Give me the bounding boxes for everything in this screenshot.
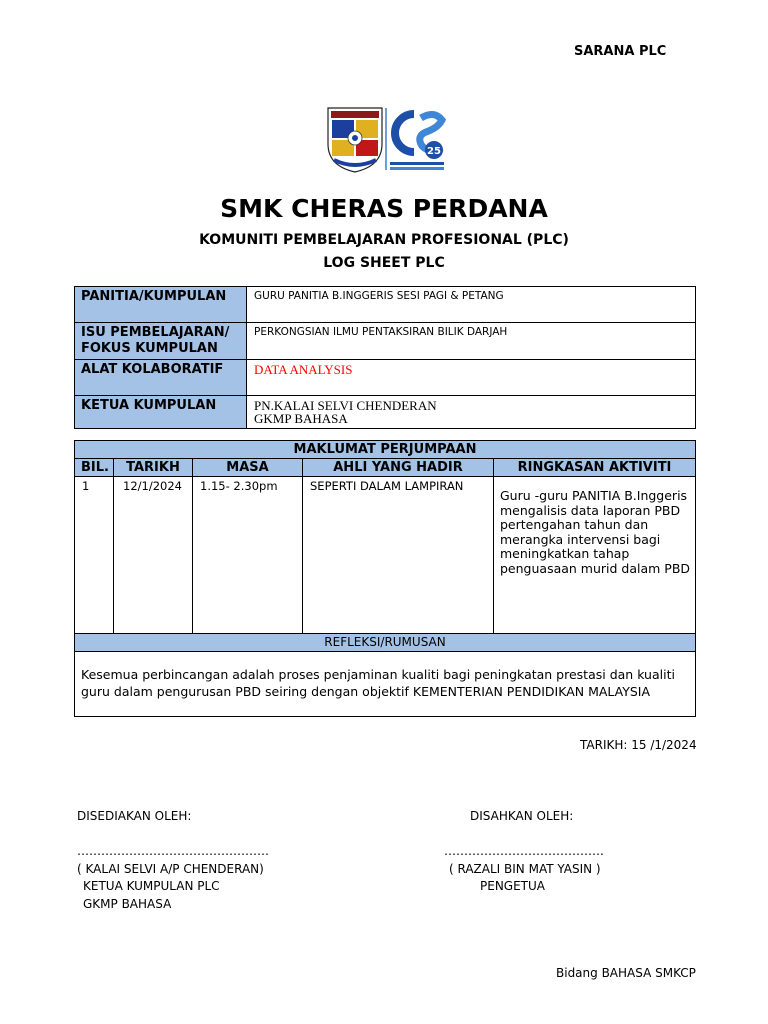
refleksi-text: Kesemua perbincangan adalah proses penjaminan kualiti bagi peningkatan prestasi dan kualiti guru dalam pengurusan PBD seiring dengan objektif KEMENTERIAN PENDIDIKAN MALAYSIA bbox=[75, 652, 696, 717]
col-tarikh-header: TARIKH bbox=[114, 459, 193, 477]
info-row-panitia bbox=[75, 287, 696, 323]
row-masa: 1.15- 2.30pm bbox=[193, 477, 303, 634]
row-ringkasan: Guru -guru PANITIA B.Inggeris mengalisis data laporan PBD pertengahan tahun dan merangka intervensi bagi meningkatkan tahap penguasaan murid dalam PBD bbox=[494, 477, 696, 634]
col-masa-header: MASA bbox=[193, 459, 303, 477]
approved-name: ( RAZALI BIN MAT YASIN ) bbox=[449, 862, 601, 876]
info-row-alat bbox=[75, 360, 696, 396]
document-subtitle: KOMUNITI PEMBELAJARAN PROFESIONAL (PLC) bbox=[199, 232, 569, 248]
col-bil-header: BIL. bbox=[75, 459, 114, 477]
prepared-by-label: DISEDIAKAN OLEH: bbox=[77, 809, 192, 823]
isu-label-line2: FOKUS KUMPULAN bbox=[81, 341, 218, 356]
meeting-header-row bbox=[75, 459, 696, 477]
approved-role: PENGETUA bbox=[480, 879, 545, 893]
info-table bbox=[74, 286, 696, 429]
row-ahli: SEPERTI DALAM LAMPIRAN bbox=[303, 477, 494, 634]
document-tag: SARANA PLC bbox=[574, 44, 667, 59]
row-bil: 1 bbox=[75, 477, 114, 634]
refleksi-title: REFLEKSI/RUMUSAN bbox=[75, 634, 696, 652]
ketua-name: PN.KALAI SELVI CHENDERAN bbox=[254, 398, 437, 413]
report-date: TARIKH: 15 /1/2024 bbox=[580, 738, 697, 752]
document-title: LOG SHEET PLC bbox=[323, 255, 445, 271]
col-ahli-header: AHLI YANG HADIR bbox=[303, 459, 494, 477]
prepared-name: ( KALAI SELVI A/P CHENDERAN) bbox=[77, 862, 264, 876]
school-name: SMK CHERAS PERDANA bbox=[220, 194, 548, 223]
alat-value: DATA ANALYSIS bbox=[247, 360, 696, 396]
isu-label-line1: ISU PEMBELAJARAN/ bbox=[81, 325, 230, 340]
panitia-label: PANITIA/KUMPULAN bbox=[75, 287, 247, 323]
prepared-role-1: KETUA KUMPULAN PLC bbox=[83, 879, 220, 893]
meeting-row bbox=[75, 477, 696, 634]
isu-value: PERKONGSIAN ILMU PENTAKSIRAN BILIK DARJAH bbox=[247, 323, 696, 360]
ketua-value bbox=[247, 396, 696, 429]
anniversary-badge: 25 bbox=[427, 146, 441, 157]
ketua-label: KETUA KUMPULAN bbox=[75, 396, 247, 429]
isu-label bbox=[75, 323, 247, 360]
col-ringkasan-header: RINGKASAN AKTIVITI bbox=[494, 459, 696, 477]
alat-label: ALAT KOLABORATIF bbox=[75, 360, 247, 396]
panitia-value: GURU PANITIA B.INGGERIS SESI PAGI & PETANG bbox=[247, 287, 696, 323]
row-tarikh: 12/1/2024 bbox=[114, 477, 193, 634]
prepared-signature-line: ………………………………………… bbox=[77, 844, 269, 858]
meeting-table bbox=[74, 440, 696, 717]
approved-signature-line: …………………………………. bbox=[444, 844, 604, 858]
school-logos bbox=[326, 104, 448, 174]
prepared-role-2: GKMP BAHASA bbox=[83, 897, 172, 911]
info-row-ketua bbox=[75, 396, 696, 429]
footer-bidang: Bidang BAHASA SMKCP bbox=[556, 966, 696, 980]
meeting-section-title: MAKLUMAT PERJUMPAAN bbox=[75, 441, 696, 459]
school-crest-logo bbox=[328, 108, 382, 172]
ketua-role: GKMP BAHASA bbox=[254, 411, 348, 426]
anniversary-logo bbox=[390, 114, 444, 170]
info-row-isu bbox=[75, 323, 696, 360]
approved-by-label: DISAHKAN OLEH: bbox=[470, 809, 574, 823]
